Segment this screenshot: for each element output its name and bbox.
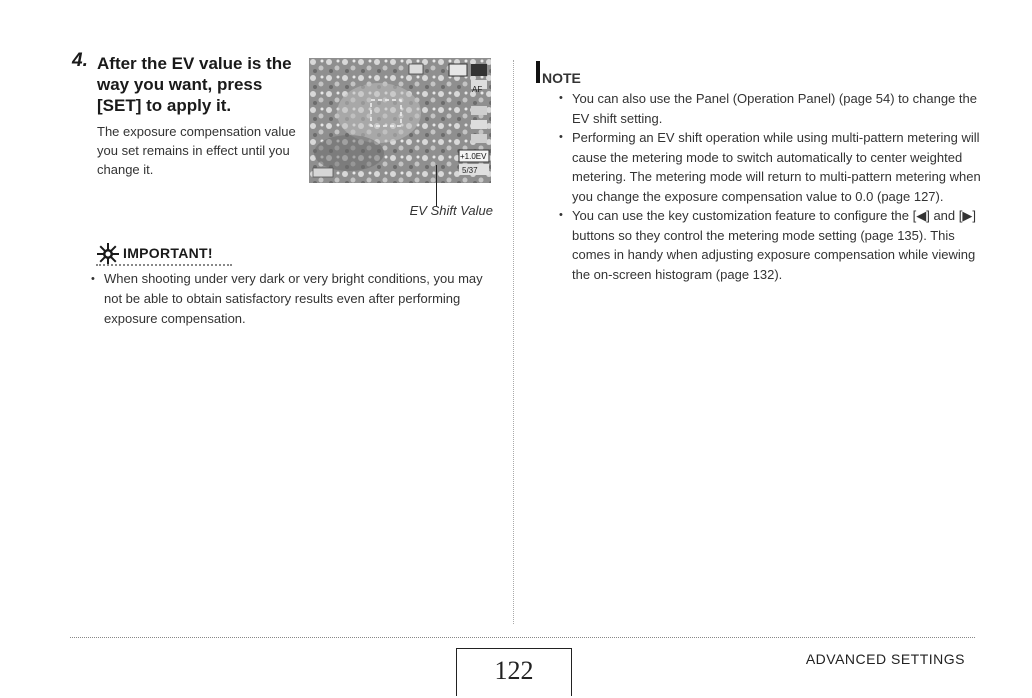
column-divider [513,60,514,624]
important-list [88,269,504,329]
important-item: • When shooting under very dark or very bright conditions, you may not be able to obtain satisfactory results even after performing exposure compensation. [104,269,504,329]
note-item: • Performing an EV shift operation while using multi-pattern metering will cause the metering mode to switch automatically to center weighted metering. The metering mode will return to multi-pattern metering when you change the exposure compensation value to 0.0 (page 127). [572,128,984,206]
section-name: ADVANCED SETTINGS [805,651,965,667]
important-title: IMPORTANT! [123,245,213,261]
note-item: • You can also use the Panel (Operation Panel) (page 54) to change the EV shift setting. [572,89,984,128]
step-description: The exposure compensation value you set remains in effect until you change it. [97,124,296,177]
note-list [556,89,984,284]
note-item: • You can use the key customization feature to configure the [◀] and [▶] buttons so they control the metering mode setting (page 135). This comes in handy when adjusting exposure compensation while viewing the on-screen histogram (page 132). [572,206,984,284]
ev-value-readout: +1.0EV [460,152,487,161]
note-title: NOTE [542,70,581,86]
figure-caption: EV Shift Value [409,203,493,218]
note-marker [536,61,540,83]
focus-mode-readout: AF [472,85,483,94]
footer-divider [70,637,975,638]
shots-remaining-readout: 5/37 [462,166,478,175]
step-title: After the EV value is the way you want, press [SET] to apply it. [97,54,292,115]
flower-scene-illustration [309,58,491,183]
step-number: 4. [72,50,88,71]
important-underline [96,264,232,266]
page-number: 122 [494,656,534,685]
callout-line [436,165,437,207]
camera-screen-image [309,58,491,183]
